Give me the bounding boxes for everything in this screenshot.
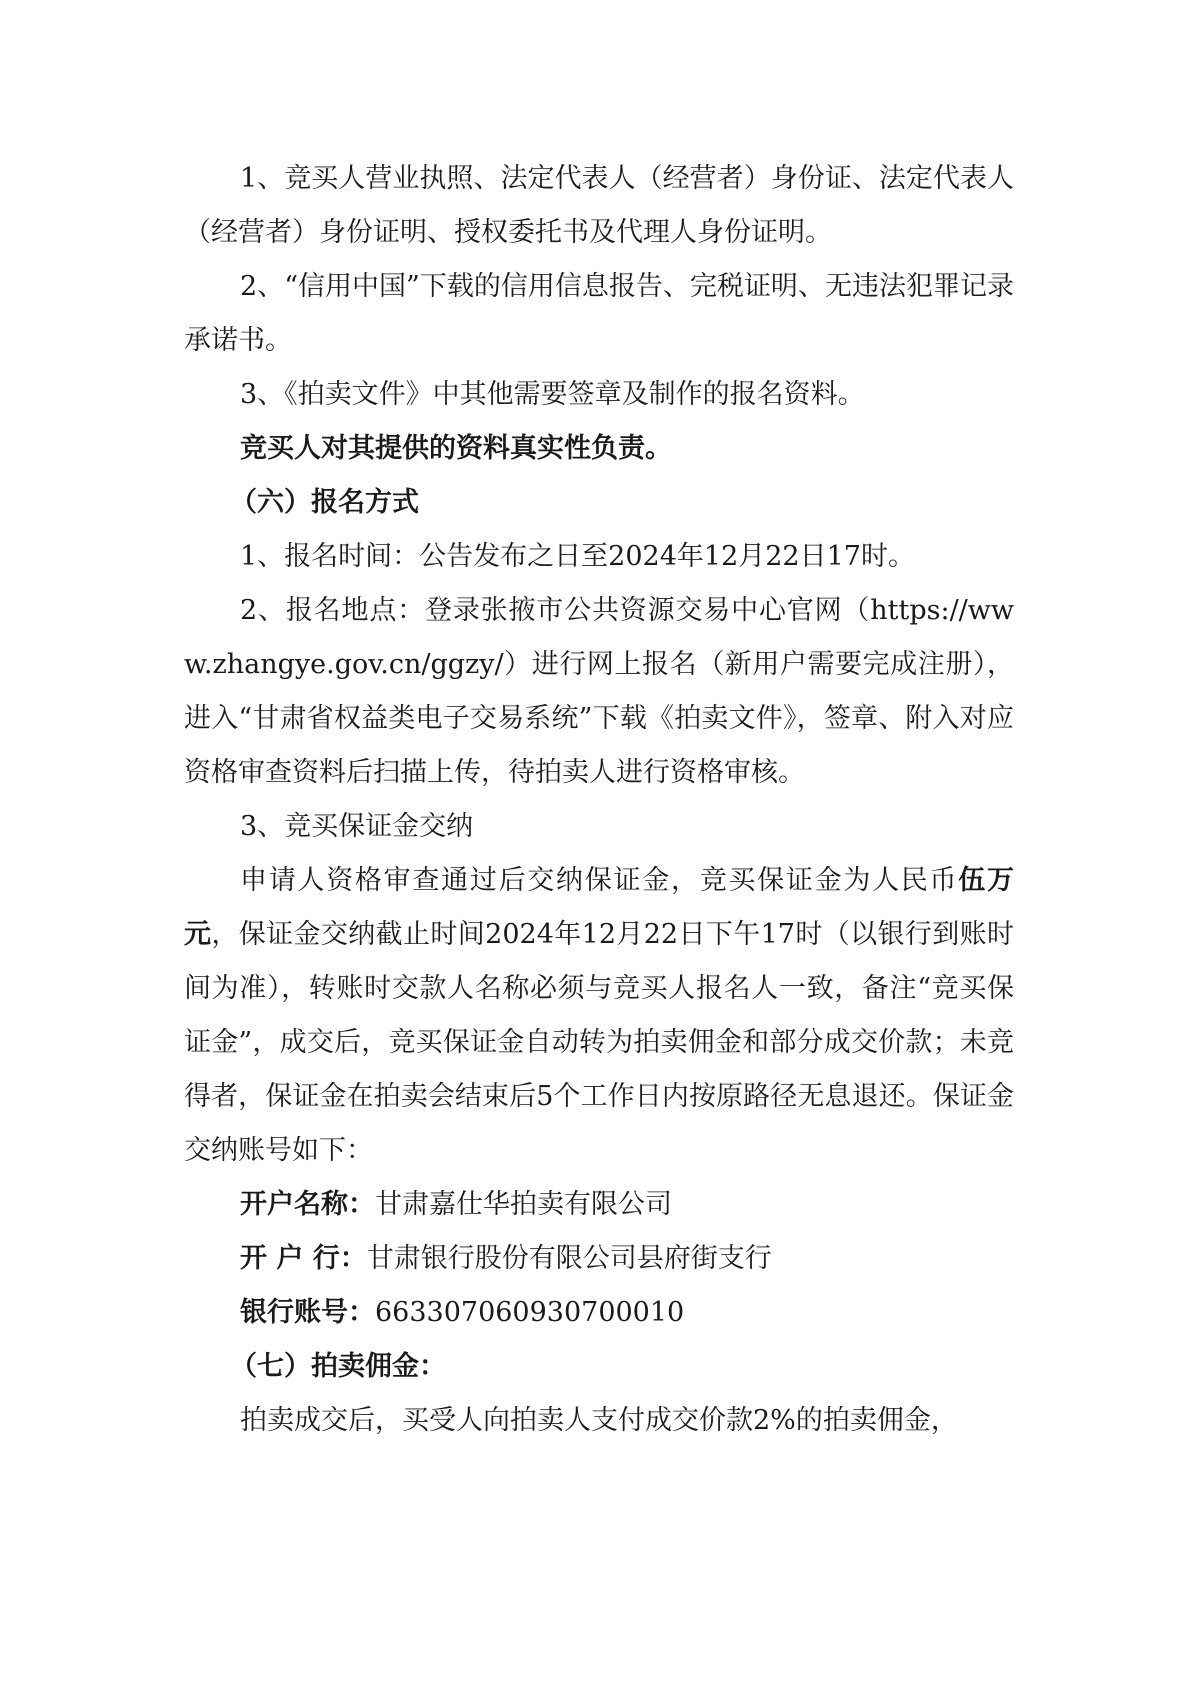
bank-branch-value: 甘肃银行股份有限公司县府街支行 — [366, 1243, 772, 1274]
requirement-item-2: 2、“信用中国”下载的信用信息报告、完税证明、无违法犯罪记录承诺书。 — [184, 271, 1014, 356]
deposit-paragraph — [184, 854, 1014, 1178]
document-body — [184, 152, 1014, 1448]
authenticity-notice: 竞买人对其提供的资料真实性负责。 — [240, 433, 672, 464]
deposit-title: 3、竞买保证金交纳 — [240, 811, 474, 842]
bank-account-name-label: 开户名称： — [240, 1189, 375, 1220]
deposit-amount: 伍万元 — [184, 865, 1015, 950]
bank-branch-row — [184, 1232, 1014, 1286]
bank-account-name-row — [184, 1178, 1014, 1232]
registration-place: 2、报名地点：登录张掖市公共资源交易中心官网（https://www.zhangye.gov.cn/ggzy/）进行网上报名（新用户需要完成注册），进入“甘肃省权益类电子交易系统”下载《拍卖文件》，签章、附入对应资格审查资料后扫描上传，待拍卖人进行资格审核。 — [184, 595, 1014, 788]
section-6-heading: （六）报名方式 — [230, 487, 419, 518]
registration-time: 1、报名时间：公告发布之日至2024年12月22日17时。 — [240, 541, 915, 572]
commission-text: 拍卖成交后，买受人向拍卖人支付成交价款2%的拍卖佣金， — [240, 1405, 958, 1436]
bank-account-name-value: 甘肃嘉仕华拍卖有限公司 — [375, 1189, 672, 1220]
requirement-item-3: 3、《拍卖文件》中其他需要签章及制作的报名资料。 — [240, 379, 865, 410]
section-7-heading: （七）拍卖佣金： — [230, 1351, 446, 1382]
bank-account-number-row — [184, 1286, 1014, 1340]
deposit-intro: 申请人资格审查通过后交纳保证金，竞买保证金为人民币 — [240, 865, 959, 896]
requirement-item-1: 1、竞买人营业执照、法定代表人（经营者）身份证、法定代表人（经营者）身份证明、授权委托书及代理人身份证明。 — [184, 163, 1014, 248]
bank-branch-label: 开 户 行： — [240, 1243, 367, 1274]
bank-account-number-label: 银行账号： — [240, 1297, 375, 1328]
deposit-rest: ，保证金交纳截止时间2024年12月22日下午17时（以银行到账时间为准），转账时交款人名称必须与竞买人报名人一致，备注“竞买保证金”，成交后，竞买保证金自动转为拍卖佣金和部分成交价款；未竞得者，保证金在拍卖会结束后5个工作日内按原路径无息退还。保证金交纳账号如下： — [184, 919, 1015, 1166]
bank-account-number-value: 663307060930700010 — [375, 1297, 685, 1328]
